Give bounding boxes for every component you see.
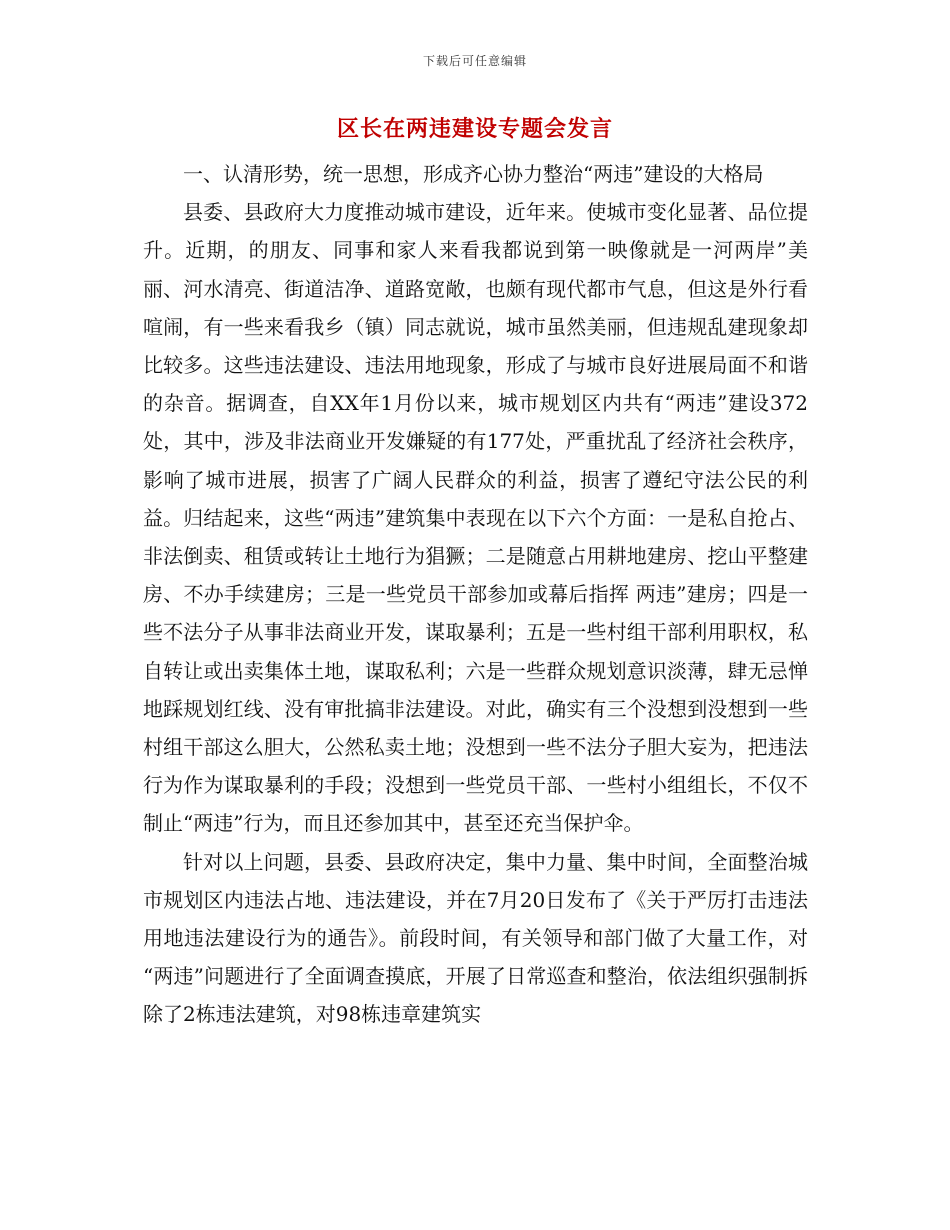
document-title: 区长在两违建设专题会发言	[336, 116, 613, 142]
paragraph-situation: 县委、县政府大力度推动城市建设，近年来。使城市变化显著、品位提升。近期，的朋友、同事和家人来看我都说到第一映像就是一河两岸”美丽、河水清亮、街道洁净、道路宽敞，也颇有现代都市气息，但这是外行看喧闹，有一些来看我乡（镇）同志就说，城市虽然美丽，但违规乱建现象却比较多。这些违法建设、违法用地现象，形成了与城市良好进展局面不和谐的杂音。据调查，自XX年1月份以来，城市规划区内共有“两违”建设372处，其中，涉及非法商业开发嫌疑的有177处，严重扰乱了经济社会秩序，影响了城市进展，损害了广阔人民群众的利益，损害了遵纪守法公民的利益。归结起来，这些“两违”建筑集中表现在以下六个方面：一是私自抢占、非法倒卖、租赁或转让土地行为猖獗；二是随意占用耕地建房、挖山平整建房、不办手续建房；三是一些党员干部参加或幕后指挥 两违”建房；四是一些不法分子从事非法商业开发，谋取暴利；五是一些村组干部利用职权，私自转让或出卖集体土地，谋取私利；六是一些群众规划意识淡薄，肆无忌惮地踩规划红线、没有审批搞非法建设。对此，确实有三个没想到没想到一些村组干部这么胆大，公然私卖土地；没想到一些不法分子胆大妄为，把违法行为作为谋取暴利的手段；没想到一些党员干部、一些村小组组长，不仅不制止“两违”行为，而且还参加其中，甚至还充当保护伞。	[143, 200, 808, 836]
page-header: 下载后可任意编辑	[422, 54, 527, 68]
document-body	[143, 155, 808, 1034]
paragraph-measures: 针对以上问题，县委、县政府决定，集中力量、集中时间，全面整治城市规划区内违法占地、违法建设，并在7月20日发布了《关于严厉打击违法用地违法建设行为的通告》。前段时间，有关领导和部门做了大量工作，对 “两违”问题进行了全面调查摸底，开展了日常巡查和整治，依法组织强制拆除了2栋违法建筑，对98栋违章建筑实	[143, 849, 808, 1027]
paragraph-section-heading: 一、认清形势，统一思想，形成齐心协力整治“两违”建设的大格局	[183, 162, 764, 186]
